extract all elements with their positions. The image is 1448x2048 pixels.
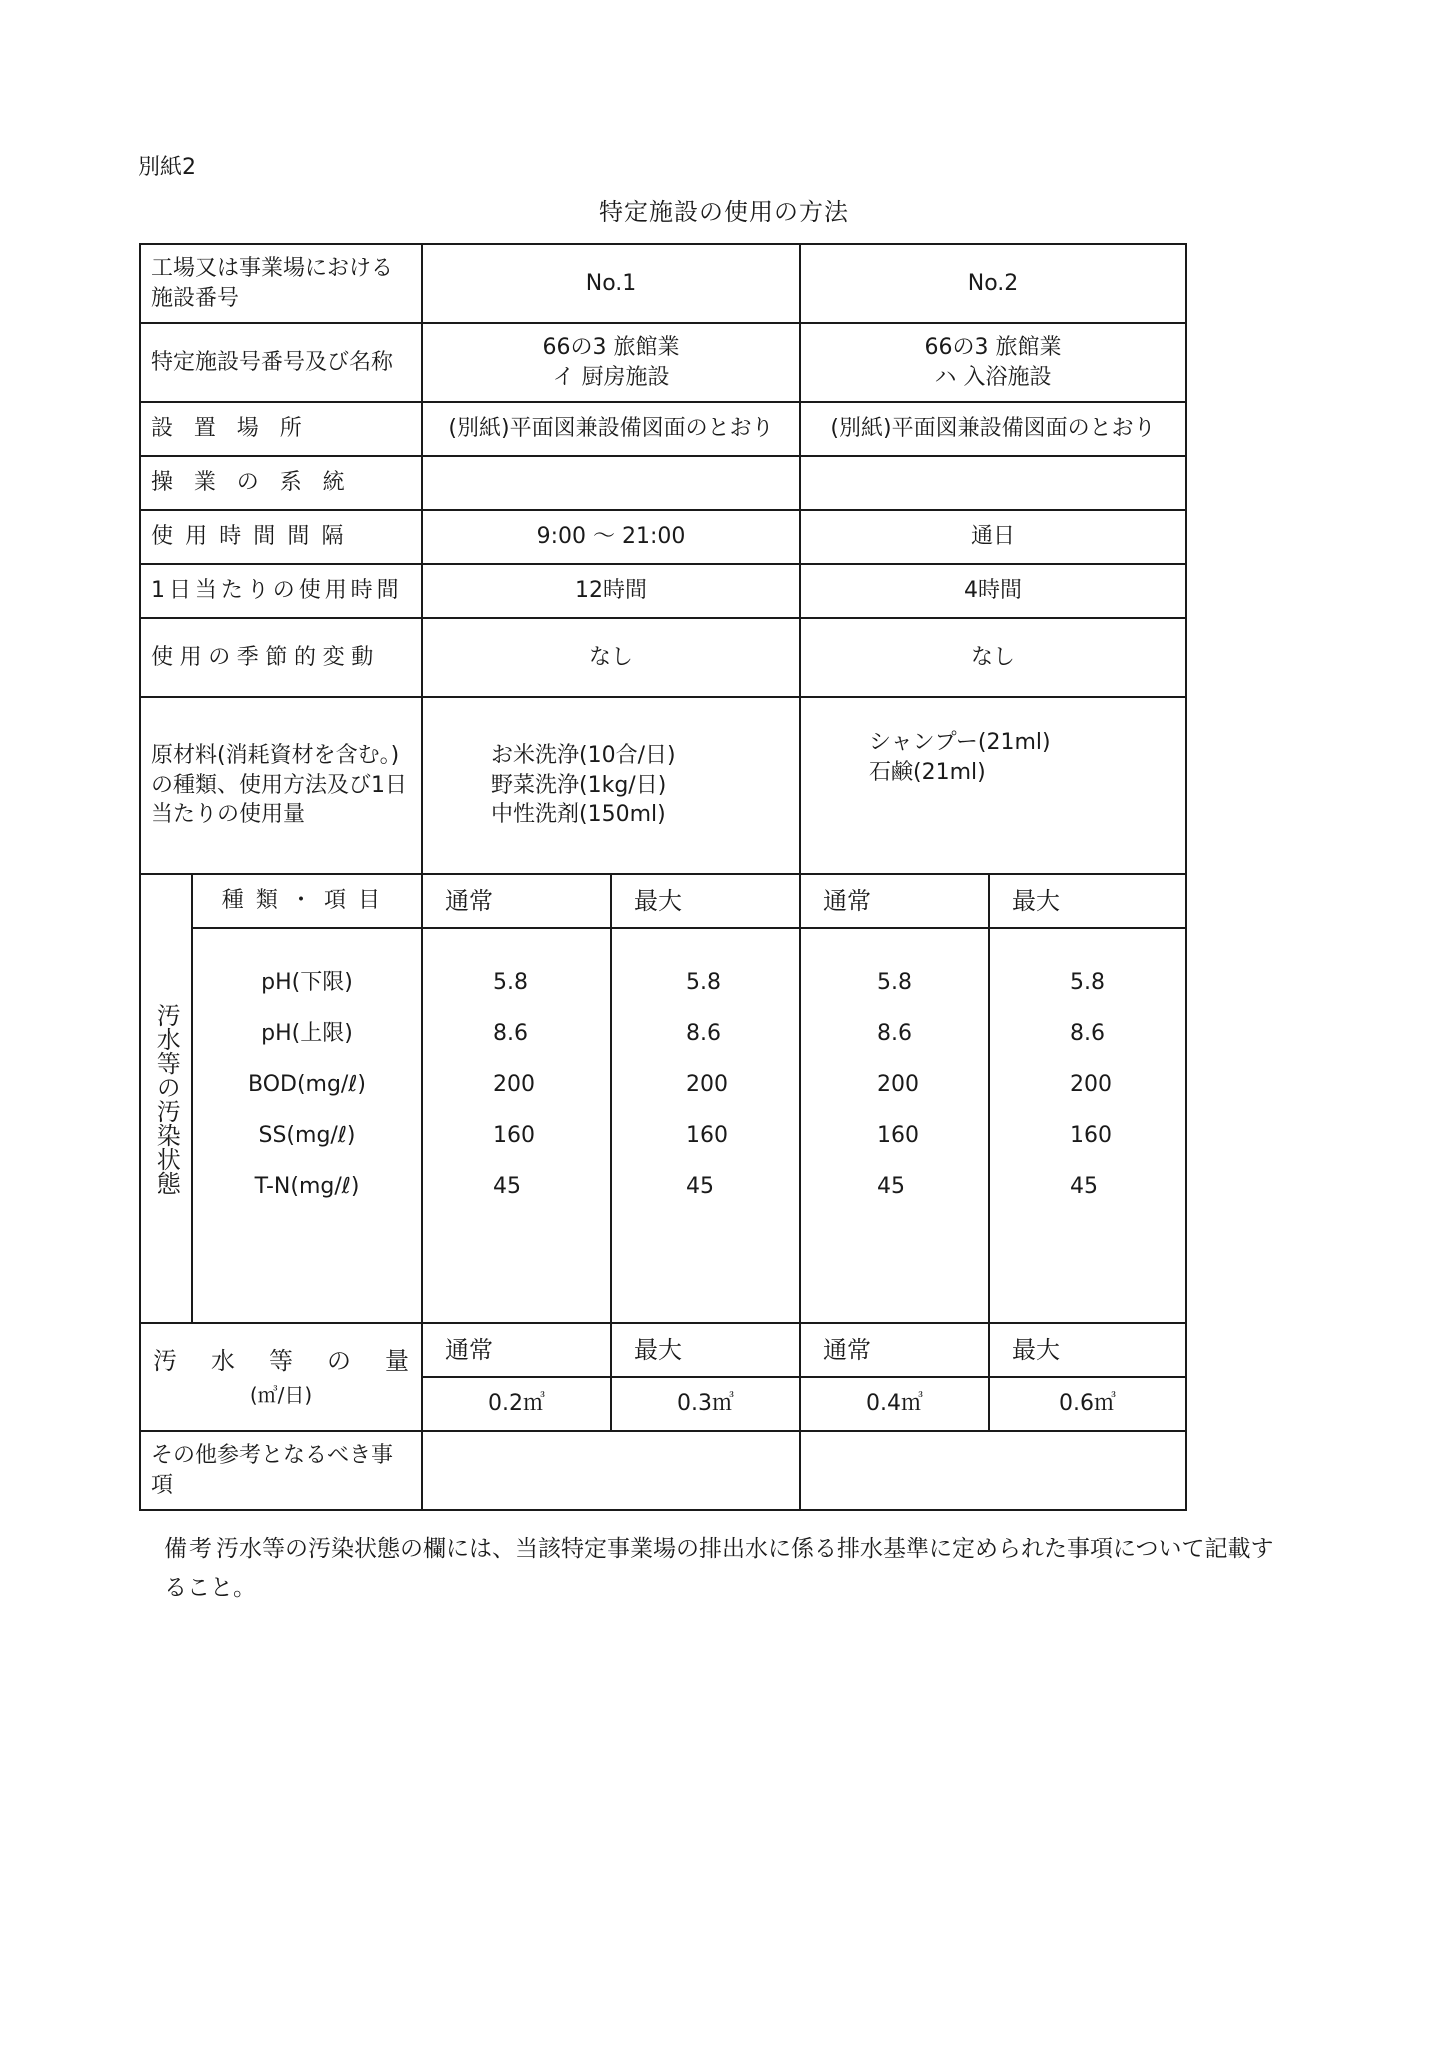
facility-1-material: お米洗浄(10合/日) [491,742,676,768]
facility-1-other [422,1431,800,1510]
pollutant-value: 8.6 [493,1020,529,1046]
header-max-text: 最大 [1012,1335,1061,1364]
pollutant-value: 160 [493,1122,536,1148]
header-max-1 [611,874,800,928]
pollutant-values-normal-1 [422,928,611,1323]
volume-header-max-1 [611,1323,800,1377]
volume-header-normal-2 [800,1323,989,1377]
row-pollution-header [140,874,1186,928]
facility-2-name [800,323,1186,402]
pollutant-item: pH(下限) [261,969,353,995]
pollutant-value: 160 [686,1122,729,1148]
label-volume [140,1323,422,1431]
header-normal-text: 通常 [823,1335,872,1364]
row-interval [140,510,1186,564]
pollutant-value: 200 [877,1071,920,1097]
facility-2-material: 石鹸(21ml) [869,759,986,785]
label-other: その他参考となるべき事項 [140,1431,422,1510]
facility-1-volume-max: 0.3㎥ [611,1377,800,1431]
pollutant-item: pH(上限) [261,1020,353,1046]
header-normal-2 [800,874,989,928]
pollutant-value: 5.8 [877,969,913,995]
row-pollutant-values [140,928,1186,1323]
row-operation [140,456,1186,510]
label-location: 設置場所 [140,402,422,456]
pollutant-values-max-1 [611,928,800,1323]
facility-usage-table [139,243,1187,1511]
facility-2-hours: 4時間 [800,564,1186,618]
pollutant-value: 45 [493,1173,522,1199]
label-facility-number: 工場又は事業場における施設番号 [140,244,422,323]
facility-1-material: 野菜洗浄(1kg/日) [491,772,667,798]
label-pollution-state: 汚水等の汚染状態 [140,874,192,1323]
volume-header-normal-1 [422,1323,611,1377]
facility-2-seasonal: なし [800,618,1186,697]
remark-head: 備考 [164,1536,214,1562]
pollutant-value: 160 [1070,1122,1113,1148]
pollutant-value: 200 [686,1071,729,1097]
label-volume-text: 汚水等の量 [153,1347,410,1376]
pollutant-value: 8.6 [686,1020,722,1046]
facility-2-operation [800,456,1186,510]
facility-1-interval: 9:00 ～ 21:00 [422,510,800,564]
volume-header-max-2 [989,1323,1186,1377]
facility-1-name-line2: イ 厨房施設 [552,364,670,390]
label-operation: 操業の系統 [140,456,422,510]
row-seasonal [140,618,1186,697]
row-facility-name [140,323,1186,402]
row-hours [140,564,1186,618]
label-volume-unit: (㎥/日) [249,1382,313,1407]
facility-1-hours: 12時間 [422,564,800,618]
remark-note [164,1530,1294,1608]
facility-2-materials [800,697,1186,874]
facility-1-materials [422,697,800,874]
row-materials [140,697,1186,874]
facility-2-location: (別紙)平面図兼設備図面のとおり [800,402,1186,456]
pollutant-value: 200 [493,1071,536,1097]
label-facility-name: 特定施設号番号及び名称 [140,323,422,402]
facility-1-number: No.1 [422,244,800,323]
facility-1-operation [422,456,800,510]
pollutant-item: T-N(mg/ℓ) [254,1173,360,1199]
header-normal-text: 通常 [445,886,494,915]
facility-2-volume-normal: 0.4㎥ [800,1377,989,1431]
row-volume-header [140,1323,1186,1377]
pollutant-values-max-2 [989,928,1186,1323]
pollutant-items [192,928,422,1323]
pollutant-value: 8.6 [877,1020,913,1046]
pollutant-item: SS(mg/ℓ) [258,1122,356,1148]
pollutant-value: 45 [1070,1173,1099,1199]
label-hours: 1日当たりの使用時間 [140,564,422,618]
facility-2-volume-max: 0.6㎥ [989,1377,1186,1431]
facility-2-interval: 通日 [800,510,1186,564]
page-label: 別紙2 [138,155,196,180]
facility-2-number: No.2 [800,244,1186,323]
header-normal-text: 通常 [445,1335,494,1364]
pollutant-value: 5.8 [493,969,529,995]
pollutant-value: 5.8 [1070,969,1106,995]
pollutant-values-normal-2 [800,928,989,1323]
label-kind-item: 種類・項目 [192,874,422,928]
document-title: 特定施設の使用の方法 [599,198,849,226]
header-normal-1 [422,874,611,928]
facility-2-material: シャンプー(21ml) [869,730,1051,755]
facility-2-name-line2: ハ 入浴施設 [934,364,1052,390]
header-normal-text: 通常 [823,886,872,915]
pollutant-value: 45 [877,1173,906,1199]
remark-body: 汚水等の汚染状態の欄には、当該特定事業場の排出水に係る排水基準に定められた事項について記載すること。 [164,1536,1274,1602]
header-max-text: 最大 [634,1335,683,1364]
pollutant-item: BOD(mg/ℓ) [247,1071,367,1097]
pollutant-value: 8.6 [1070,1020,1106,1046]
label-seasonal: 使用の季節的変動 [140,618,422,697]
row-facility-number [140,244,1186,323]
pollutant-value: 45 [686,1173,715,1199]
pollutant-value: 5.8 [686,969,722,995]
header-max-text: 最大 [1012,886,1061,915]
facility-1-name-line1: 66の3 旅館業 [542,334,680,360]
header-max-text: 最大 [634,886,683,915]
label-materials: 原材料(消耗資材を含む。)の種類、使用方法及び1日当たりの使用量 [140,697,422,874]
header-max-2 [989,874,1186,928]
row-location [140,402,1186,456]
facility-2-name-line1: 66の3 旅館業 [924,334,1062,360]
facility-1-material: 中性洗剤(150ml) [491,802,666,828]
facility-1-volume-normal: 0.2㎥ [422,1377,611,1431]
facility-2-other [800,1431,1186,1510]
facility-1-name [422,323,800,402]
pollutant-value: 200 [1070,1071,1113,1097]
pollutant-value: 160 [877,1122,920,1148]
label-interval: 使用時間間隔 [140,510,422,564]
facility-1-seasonal: なし [422,618,800,697]
row-other [140,1431,1186,1510]
facility-1-location: (別紙)平面図兼設備図面のとおり [422,402,800,456]
